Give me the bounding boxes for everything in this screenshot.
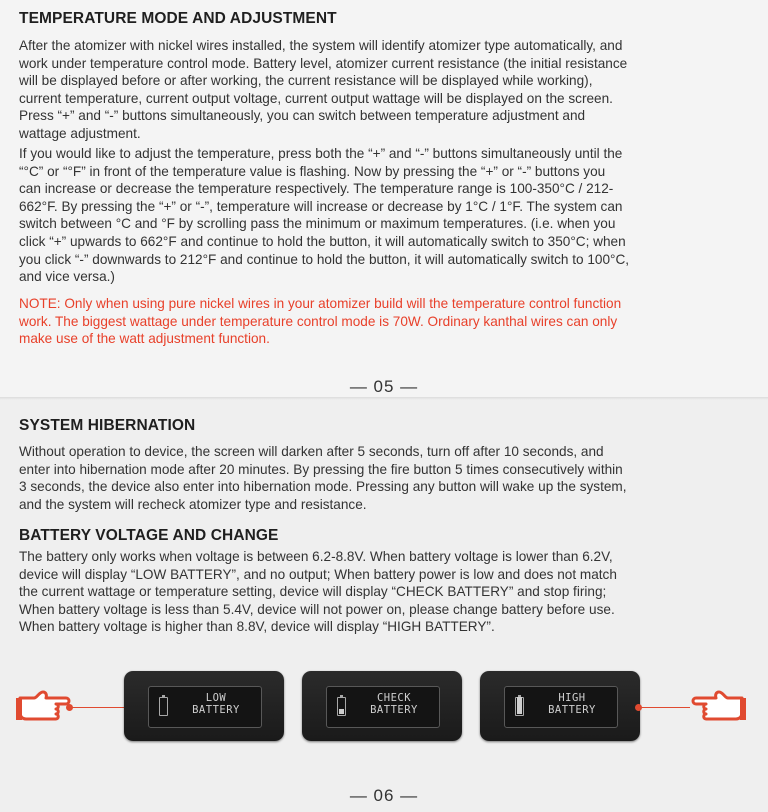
display-label: HIGH BATTERY <box>548 692 596 716</box>
low-battery-display <box>124 671 284 741</box>
system-hibernation-heading: SYSTEM HIBERNATION <box>19 417 196 434</box>
high-battery-display <box>480 671 640 741</box>
display-label: LOW BATTERY <box>192 692 240 716</box>
right-leader-line <box>640 707 690 708</box>
right-leader-dot <box>635 704 642 711</box>
check-battery-display <box>302 671 462 741</box>
display-label: CHECK BATTERY <box>370 692 418 716</box>
temperature-mode-heading: TEMPERATURE MODE AND ADJUSTMENT <box>19 10 337 27</box>
temperature-mode-intro: After the atomizer with nickel wires installed, the system will identify atomizer type automatically, and work under temperature control mode. Battery level, atomizer current resistance (the initial resistance will be displayed before or after working, the current resistance will be displayed while working), current temperature, current output voltage, current output wattage will be displayed on the screen. Press “+” and “-” buttons simultaneously, you can switch between temperature adjustment and wattage adjustment. <box>19 38 628 141</box>
battery-icon <box>515 697 524 716</box>
display-screen <box>148 686 262 728</box>
left-leader-line <box>70 707 124 708</box>
battery-icon <box>159 697 168 716</box>
battery-voltage-heading: BATTERY VOLTAGE AND CHANGE <box>19 527 279 544</box>
pointing-hand-left-icon <box>688 684 748 732</box>
display-screen <box>326 686 440 728</box>
page-number-05: — 05 — <box>349 377 419 396</box>
display-screen <box>504 686 618 728</box>
system-hibernation-text: Without operation to device, the screen will darken after 5 seconds, turn off after 10 seconds, and enter into hibernation mode after 20 minutes. By pressing the fire button 5 times consecutively within 3 seconds, the device also enter into hibernation mode. Pressing any button will wake up the system, and the system will recheck atomizer type and resistance. <box>19 444 627 512</box>
battery-voltage-text: The battery only works when voltage is between 6.2-8.8V. When battery voltage is lower than 6.2V, device will display “LOW BATTERY”, and no output; When battery power is low and does not match the current wattage or temperature setting, device will display “CHECK BATTERY” and stop firing; When battery voltage is less than 5.4V, device will not power on, please change battery before use. When battery voltage is higher than 8.8V, device will display “HIGH BATTERY”. <box>19 549 617 635</box>
page-divider <box>0 397 768 400</box>
temperature-adjust-instructions: If you would like to adjust the temperature, press both the “+” and “-” buttons simultaneously until the “°C” or “°F” in front of the temperature value is flashing. Now by pressing the “+” or “-” buttons you can increase or decrease the temperature respectively. The temperature range is 100-350°C / 212- 662°F. By pressing the “+” or “-”, temperature will increase or decrease by 1°C / 1°F. The system can switch between °C and °F by scrolling pass the minimum or maximum temperatures. (i.e. when you click “+” upwards to 662°F and continue to hold the button, it will automatically switch to 350°C; when you click “-” downwards to 212°F and continue to hold the button, it will automatically switch to 100°C, and vice versa.) <box>19 146 630 285</box>
pointing-hand-right-icon <box>14 684 74 732</box>
left-leader-dot <box>66 704 73 711</box>
nickel-wire-note: NOTE: Only when using pure nickel wires in your atomizer build will the temperature control function work. The biggest wattage under temperature control mode is 70W. Ordinary kanthal wires can only make use of the watt adjustment function. <box>19 296 622 347</box>
battery-icon <box>337 697 346 716</box>
page-number-06: — 06 — <box>349 786 419 805</box>
